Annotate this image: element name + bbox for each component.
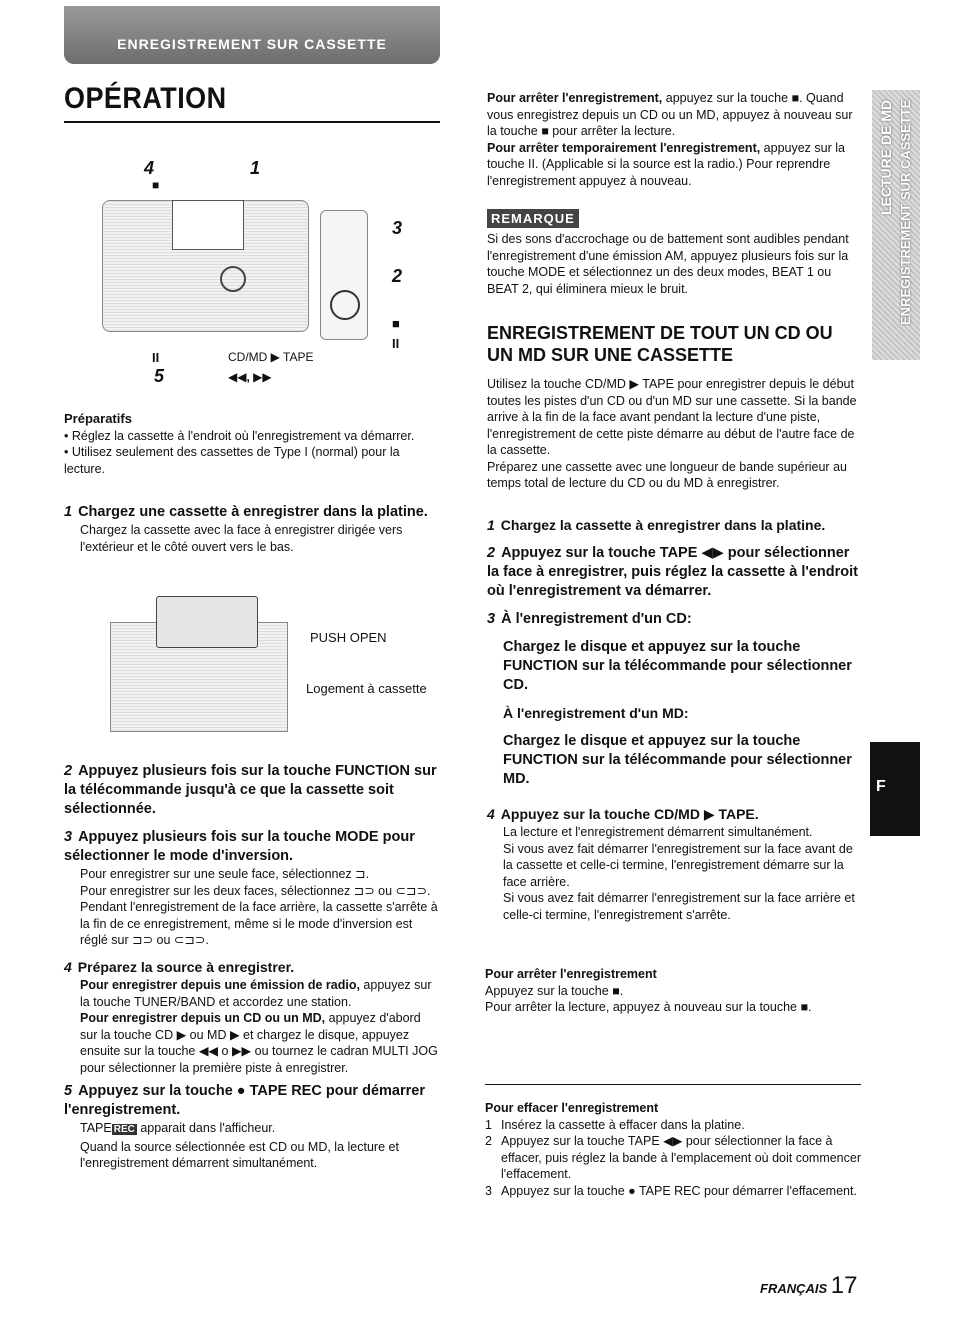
cassette-illustration [110, 592, 440, 732]
side-tab-line-1: LECTURE DE MD [878, 100, 894, 216]
step-4-radio: Pour enregistrer depuis une émission de radio, appuyez sur la touche TUNER/BAND et accordez une station. [80, 978, 432, 1009]
preparatifs-bullet-1: • Réglez la cassette à l'endroit où l'enregistrement va démarrer. [64, 428, 415, 443]
cd-lid [172, 200, 244, 250]
language-tab [870, 742, 920, 836]
skip-buttons-label: ◀◀, ▶▶ [228, 370, 272, 384]
cd-step-3-md: Chargez le disque et appuyez sur la touche FUNCTION sur la télécommande pour sélectionner MD. [503, 733, 852, 787]
step-5-line-2: Quand la source sélectionnée est CD ou MD, la lecture et l'enregistrement démarrent simultanément. [80, 1139, 399, 1170]
cdmd-tape-label: CD/MD ▶ TAPE [228, 350, 314, 364]
step-4-cd: Pour enregistrer depuis un CD ou un MD, appuyez d'abord sur la touche CD ▶ ou MD ▶ et chargez le disque, appuyez ensuite sur la touche ◀◀ o ▶▶ ou tournez le cadran MULTI JOG pour sélectionner la première piste à enregistrer. [80, 1011, 438, 1075]
step-1-text: Chargez la cassette avec la face à enregistrer dirigée vers l'extérieur et le côté ouvert vers le bas. [80, 523, 403, 554]
callout-remote-stop: ■ [392, 316, 400, 331]
left-step-5: 5 Appuyez sur la touche ● TAPE REC pour démarrer l'enregistrement. TAPE REC apparait dans l'afficheur. Quand la source sélectionnée est CD ou MD, la lecture et l'enregistrement démarrent simultanément. [64, 1082, 440, 1172]
side-tab-line-2: ENREGISTREMENT SUR CASSETTE [898, 100, 913, 326]
callout-2: 2 [392, 266, 403, 286]
cd-steps: 1 Chargez la cassette à enregistrer dans la platine. 2 Appuyez sur la touche TAPE ◀▶ pour sélectionner la face à enregistrer, puis réglez la cassette à l'endroit où l'enregistrement va démarrer. 3 À l'enregistrement d'un CD: Chargez le disque et appuyez sur la touche FUNCTION sur la télécommande pour sélectionner CD. À l'enregistrement d'un MD: Chargez le disque et appuyez sur la touche FUNCTION sur la télécommande pour sélectionner MD. 4 Appuyez sur la touche CD/MD ▶ TAPE. La lecture et l'enregistrement démarrent simultanément. Si vous avez fait démarrer l'enregistrement sur la face avant de la cassette et celle-ci termine, l'enregistrement démarre sur la face arrière. Si vous avez fait démarrer l'enregistrement sur la face arrière et celle-ci termine, l'enregistrement s'arrête. [487, 516, 865, 923]
erase-heading: Pour effacer l'enregistrement [485, 1101, 659, 1115]
preparatifs-heading: Préparatifs [64, 411, 132, 426]
cd-step-2: 2 Appuyez sur la touche TAPE ◀▶ pour sélectionner la face à enregistrer, puis réglez la cassette à l'endroit où l'enregistrement va démarrer. [487, 545, 858, 599]
preparatifs-bullet-2: • Utilisez seulement des cassettes de Type I (normal) pour la lecture. [64, 445, 400, 476]
step-number: 1 [64, 504, 73, 520]
page-number: 17 [830, 1272, 858, 1299]
step-title: Chargez une cassette à enregistrer dans la platine. [78, 504, 428, 520]
remarque-badge: REMARQUE [487, 209, 579, 228]
step-5-line-1: TAPE REC apparait dans l'afficheur. [80, 1121, 276, 1135]
erase-item: 1 Insérez la cassette à effacer dans la platine. [485, 1117, 745, 1132]
callout-3: 3 [392, 218, 403, 238]
callout-remote-pause: II [392, 336, 400, 351]
left-step-2: 2 Appuyez plusieurs fois sur la touche FUNCTION sur la télécommande jusqu'à ce que la cassette soit sélectionnée. [64, 763, 437, 817]
cd-section-heading: ENREGISTREMENT DE TOUT UN CD OU UN MD SUR UNE CASSETTE [487, 323, 833, 365]
section-banner [64, 6, 440, 64]
cd-section-intro: Utilisez la touche CD/MD ▶ TAPE pour enregistrer depuis le début toutes les pistes d'un CD ou d'un MD sur une cassette. Si la bande arrive à la fin de la face avant pendant la lecture d'une piste, l'enregistrement de cette piste démarre au début de l'autre face de la cassette. Préparez une cassette avec une longueur de bande supérieur au temps total de lecture du CD ou du MD à enregistrer. [487, 377, 857, 490]
step-3-line-1: Pour enregistrer sur une seule face, sélectionnez ⊐. [80, 867, 370, 881]
footer-language: FRANÇAIS [760, 1281, 828, 1296]
cd-step-3-cd: Chargez le disque et appuyez sur la touche FUNCTION sur la télécommande pour sélectionner CD. [503, 639, 852, 693]
erase-item: 2 Appuyez sur la touche TAPE ◀▶ pour sélectionner la face à effacer, puis réglez la bande à l'emplacement où doit commencer l'effacement. [485, 1134, 861, 1181]
callout-5: 5 [154, 366, 165, 386]
callout-4: 4 [144, 158, 155, 178]
erase-section [485, 1100, 863, 1199]
preparatifs [64, 411, 440, 477]
cd-step-3-md-heading: À l'enregistrement d'un MD: [503, 705, 689, 721]
rec-indicator: REC [113, 1124, 135, 1135]
title-rule [64, 121, 440, 123]
cd-step-1: 1 Chargez la cassette à enregistrer dans la platine. [487, 517, 826, 533]
device-illustration [100, 160, 430, 390]
callout-pause: II [152, 350, 160, 365]
language-tab-letter: F [876, 778, 886, 795]
left-step-1 [64, 503, 440, 555]
callout-1: 1 [250, 158, 261, 178]
jog-dial [220, 266, 246, 292]
page-title: OPÉRATION [64, 82, 227, 115]
stop-pause-instructions: Pour arrêter l'enregistrement, appuyez sur la touche ■. Quand vous enregistrez depuis un CD ou un MD, appuyez à nouveau sur la touche ■ pour arrêter la lecture. Pour arrêter temporairement l'enregistrement, appuyez sur la touche II. (Applicable si la source est la radio.) Pour reprendre l'enregistrement appuyez à nouveau. [487, 91, 853, 188]
callout-stop: ■ [152, 178, 160, 192]
cd-step-4: 4 Appuyez sur la touche CD/MD ▶ TAPE. [487, 806, 759, 822]
remote-control [320, 210, 368, 340]
remote-dpad [330, 290, 360, 320]
step-3-line-3: Pendant l'enregistrement de la face arrière, la cassette s'arrête à la fin de ce enregistrement, même si le mode d'inversion est réglé sur ⊐⊃ ou ⊂⊐⊃. [80, 900, 438, 947]
page-footer [760, 1272, 858, 1300]
chapter-side-tab [872, 90, 920, 360]
section-banner-title: ENREGISTREMENT SUR CASSETTE [117, 36, 387, 52]
erase-item: 3 Appuyez sur la touche ● TAPE REC pour démarrer l'effacement. [485, 1183, 857, 1198]
push-open-label: PUSH OPEN [310, 630, 387, 645]
cassette-slot-label: Logement à cassette [306, 681, 427, 696]
left-step-3: 3 Appuyez plusieurs fois sur la touche MODE pour sélectionner le mode d'inversion. Pour enregistrer sur une seule face, sélectionnez ⊐. Pour enregistrer sur les deux faces, sélectionnez ⊐⊃ ou ⊂⊐⊃. Pendant l'enregistrement de la face arrière, la cassette s'arrête à la fin de ce enregistrement, même si le mode d'inversion est réglé sur ⊐⊃ ou ⊂⊐⊃. [64, 828, 440, 949]
left-step-4: 4 Préparez la source à enregistrer. Pour enregistrer depuis une émission de radio, appuyez sur la touche TUNER/BAND et accordez une station. Pour enregistrer depuis un CD ou un MD, appuyez d'abord sur la touche CD ▶ ou MD ▶ et chargez le disque, appuyez ensuite sur la touche ◀◀ o ▶▶ ou tournez le cadran MULTI JOG pour sélectionner la première piste à enregistrer. [64, 958, 440, 1076]
remarque-text: Si des sons d'accrochage ou de battement sont audibles pendant l'enregistrement d'une émission AM, appuyez plusieurs fois sur la touche MODE et sélectionnez un des deux modes, BEAT 1 ou BEAT 2, qui éliminera mieux le bruit. [487, 232, 849, 296]
cassette-tape [156, 596, 258, 648]
cd-step-3-heading: 3 À l'enregistrement d'un CD: [487, 611, 692, 627]
cd-stop-block: Pour arrêter l'enregistrement Appuyez sur la touche ■. Pour arrêter la lecture, appuyez à nouveau sur la touche ■. [485, 967, 812, 1014]
erase-divider [485, 1084, 861, 1085]
step-3-line-2: Pour enregistrer sur les deux faces, sélectionnez ⊐⊃ ou ⊂⊐⊃. [80, 883, 431, 898]
